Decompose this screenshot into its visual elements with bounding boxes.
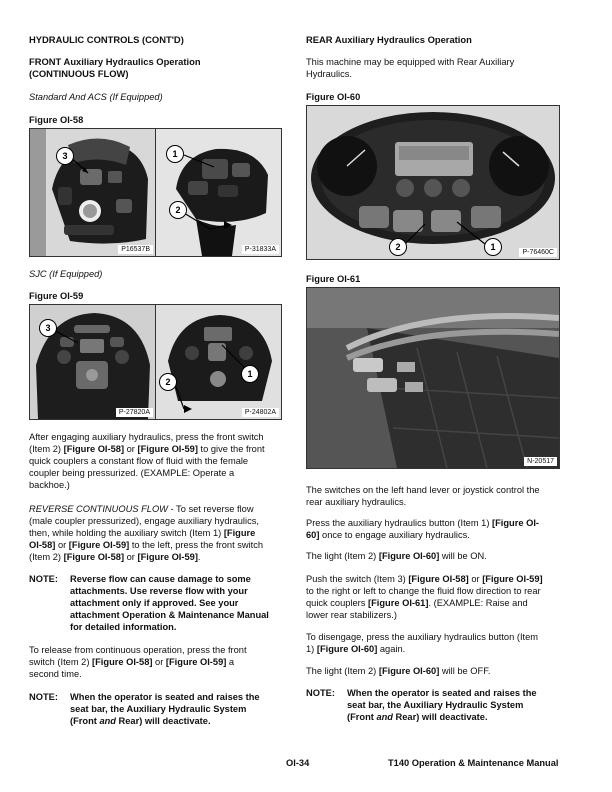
sjc-joystick-top-illustration: [156, 305, 281, 419]
paragraph-switches: The switches on the left hand lever or joystick control the rear auxiliary hydraulics.: [306, 485, 540, 507]
rear-couplers-illustration: [307, 288, 559, 468]
standard-acs-label: Standard And ACS (If Equipped): [29, 92, 163, 102]
rear-title: REAR Auxiliary Hydraulics Operation: [306, 34, 472, 45]
paragraph-light-off: The light (Item 2) [Figure OI-60] will be OFF.: [306, 666, 491, 676]
manual-title: T140 Operation & Maintenance Manual: [388, 758, 559, 768]
callout-2: 2: [389, 238, 407, 256]
section-heading: HYDRAULIC CONTROLS (CONT'D): [29, 34, 184, 45]
figure-58-code-left: P16537B: [118, 245, 153, 254]
callout-1: 1: [484, 238, 502, 256]
joystick-handle-illustration: [30, 129, 155, 256]
figure-60-code: P-76460C: [519, 248, 557, 257]
callout-3: 3: [56, 147, 74, 165]
figure-58-photo-left: [29, 128, 156, 257]
figure-58-title: Figure OI-58: [29, 115, 84, 125]
note-label: NOTE:: [29, 574, 58, 584]
figure-59-photo-right: [155, 304, 282, 420]
instrument-panel-illustration: [307, 106, 559, 259]
figure-59-code-left: P-27820A: [116, 408, 153, 417]
figure-58-photo-right: [155, 128, 282, 257]
figure-58-code-right: P-31833A: [242, 245, 279, 254]
figure-59-title: Figure OI-59: [29, 291, 84, 301]
paragraph-light-on: The light (Item 2) [Figure OI-60] will be ON.: [306, 551, 487, 561]
sjc-label: SJC (If Equipped): [29, 269, 103, 279]
figure-59-photo-left: [29, 304, 156, 420]
note-label: NOTE:: [306, 688, 335, 698]
note-reverse-flow: [29, 573, 280, 635]
front-title-line2: (CONTINUOUS FLOW): [29, 68, 129, 79]
note-text: When the operator is seated and raises the seat bar, the Auxiliary Hydraulic System (Front and Rear) will deactivate.: [70, 692, 260, 726]
paragraph-engage-front: After engaging auxiliary hydraulics, press the front switch (Item 2) [Figure OI-58] or [Figure OI-59] to give the front quick couplers a constant flow of fluid with the female coupler being pressurized. (EXAMPLE: Operate a backhoe.): [29, 432, 265, 490]
paragraph-rear-equipped: This machine may be equipped with Rear Auxiliary Hydraulics.: [306, 57, 515, 79]
figure-61-code: N-20517: [524, 457, 557, 466]
paragraph-release-continuous: To release from continuous operation, press the front switch (Item 2) [Figure OI-58] or [Figure OI-59] a second time.: [29, 645, 247, 679]
paragraph-push-switch: Push the switch (Item 3) [Figure OI-58] or [Figure OI-59] to the right or left to change the fluid flow direction to rear quick couplers [Figure OI-61]. (EXAMPLE: Raise and lower rear stabilizers.): [306, 574, 543, 620]
callout-2: 2: [159, 373, 177, 391]
note-text: When the operator is seated and raises the seat bar, the Auxiliary Hydraulic System (Front and Rear) will deactivate.: [347, 688, 537, 722]
callout-3: 3: [39, 319, 57, 337]
front-title-line1: FRONT Auxiliary Hydraulics Operation: [29, 56, 201, 67]
figure-61-photo: [306, 287, 560, 469]
note-text: Reverse flow can cause damage to some attachments. Use reverse flow with your attachment only if approved. See your attachment Operation & Maintenance Manual for detailed information.: [70, 574, 269, 632]
callout-1: 1: [166, 145, 184, 163]
paragraph-disengage: To disengage, press the auxiliary hydraulics button (Item 1) [Figure OI-60] again.: [306, 632, 539, 654]
callout-2: 2: [169, 201, 187, 219]
figure-60-title: Figure OI-60: [306, 92, 361, 102]
note-seat-bar-right: [306, 687, 558, 725]
figure-60-photo: [306, 105, 560, 260]
note-seat-bar-left: [29, 691, 280, 729]
page-number: OI-34: [286, 758, 310, 768]
paragraph-reverse-flow: REVERSE CONTINUOUS FLOW - To set reverse flow (male coupler pressurized), engage auxiliary hydraulics, then, while holding the auxiliary switch (Item 1) [Figure OI-58] or [Figure OI-59] to the left, press the front switch (Item 2) [Figure OI-58] or [Figure OI-59].: [29, 504, 264, 562]
note-label: NOTE:: [29, 692, 58, 702]
figure-61-title: Figure OI-61: [306, 274, 361, 284]
paragraph-press-button: Press the auxiliary hydraulics button (Item 1) [Figure OI- 60] once to engage auxiliary hydraulics.: [306, 518, 540, 540]
callout-1: 1: [241, 365, 259, 383]
figure-59-code-right: P-24802A: [242, 408, 279, 417]
